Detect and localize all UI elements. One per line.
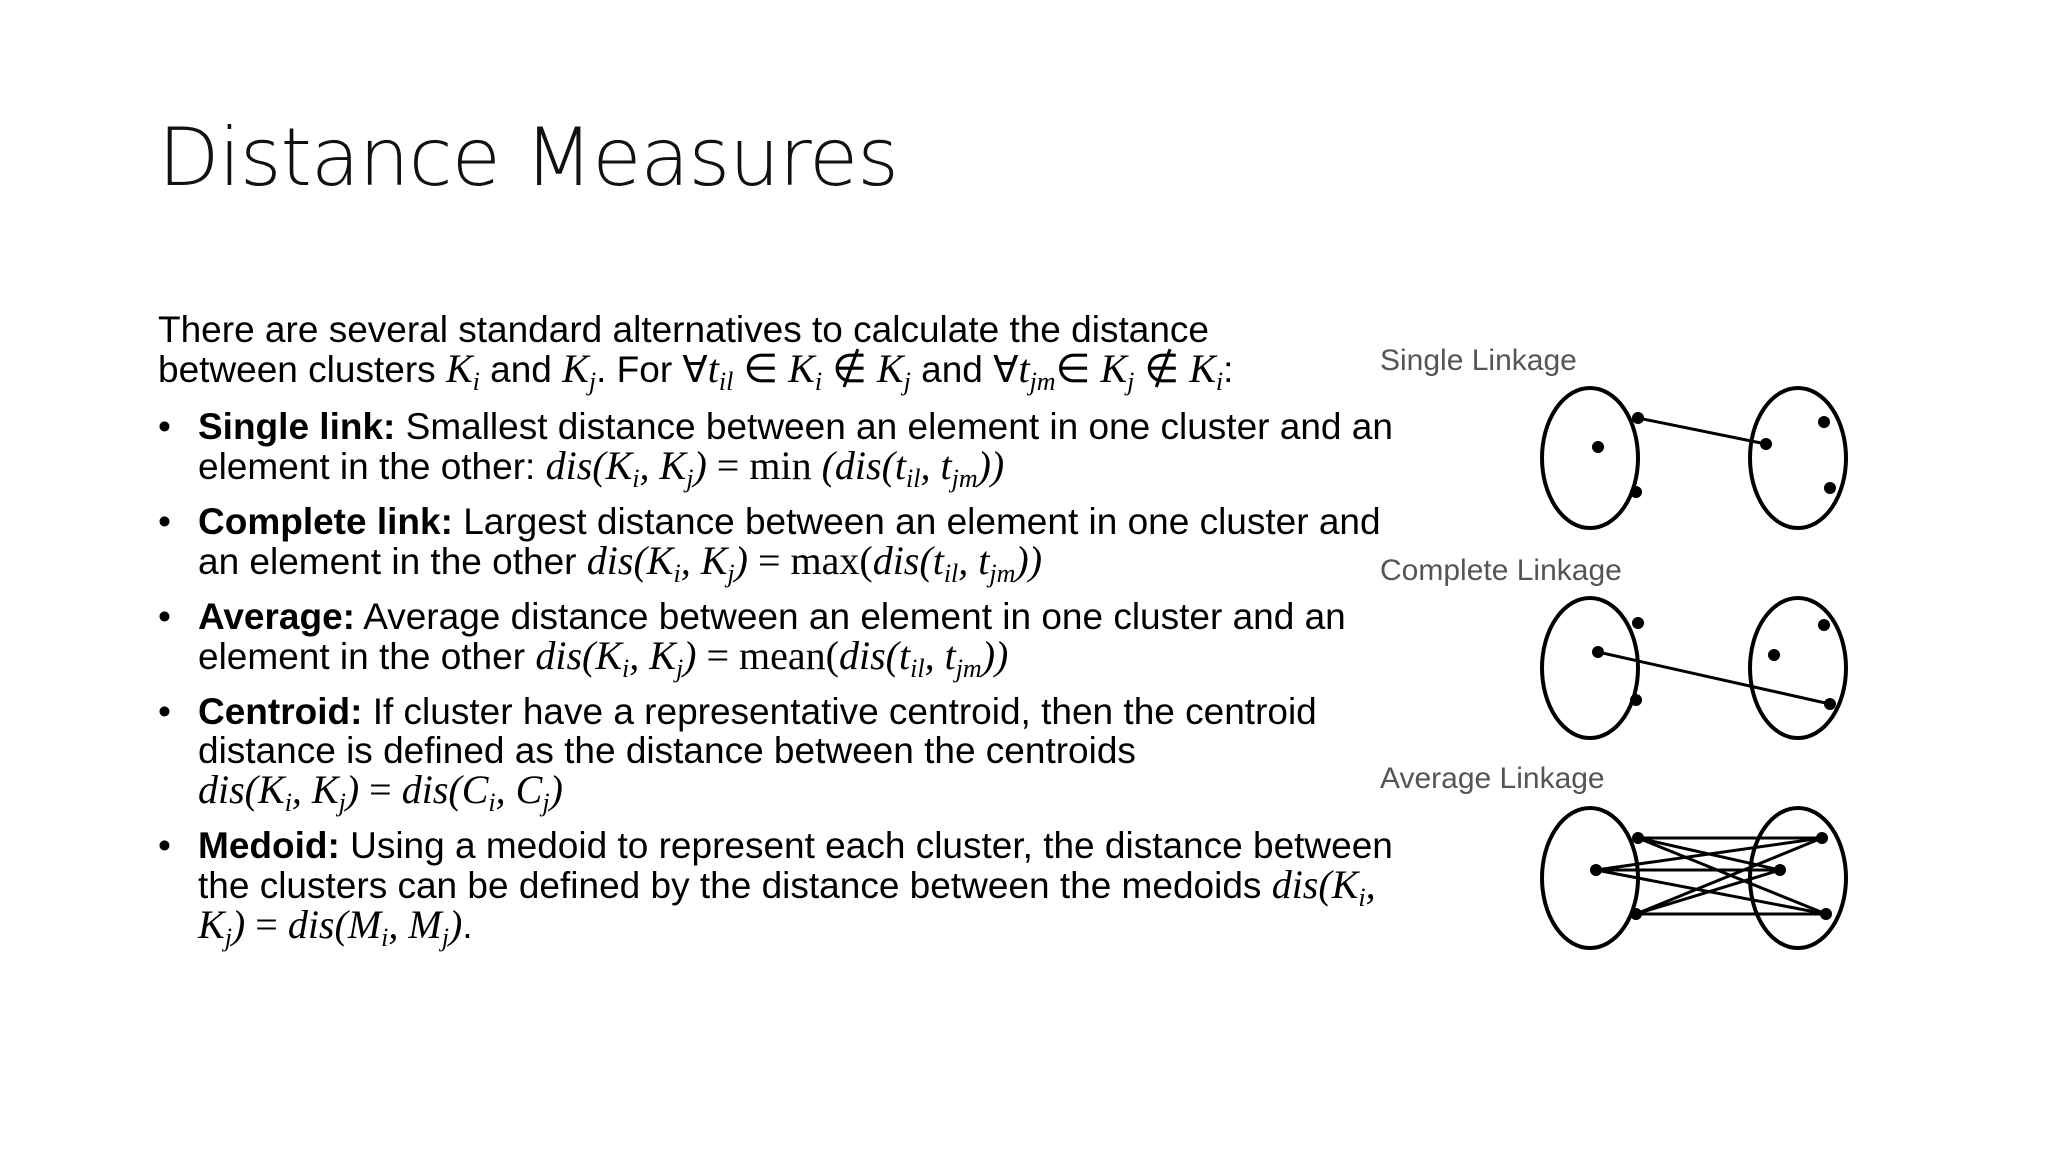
bullet-centroid: • Centroid: If cluster have a representative centroid, then the centroid distance is defined as the distance between the centroids $dis(K_i$, $K_j) = dis(C_i$, $C_j$) bbox=[158, 691, 1317, 817]
bullet-complete-link: • Complete link: Largest distance between an element in one cluster and an element in the other $dis(K_i$, $K_j) = \max(dis(t_{il}$, $t_{jm}$)) bbox=[158, 501, 1381, 588]
cluster-ellipse bbox=[1542, 598, 1638, 738]
intro-line-1: There are several standard alternatives to calculate the distance bbox=[158, 309, 1209, 350]
single-linkage-label: Single Linkage bbox=[1380, 344, 1577, 377]
bullet-dot: • bbox=[158, 501, 171, 542]
complete-linkage-label: Complete Linkage bbox=[1380, 554, 1622, 587]
single-linkage-points bbox=[1592, 412, 1836, 498]
bullet-medoid: • Medoid: Using a medoid to represent each cluster, the distance between the clusters can be defined by the distance between the medoids $dis(K_i$, $K_j) = dis(M_i$, $M_j$). bbox=[158, 825, 1393, 952]
bullet-list bbox=[158, 406, 1418, 952]
bullet-dot: • bbox=[158, 691, 171, 732]
cluster-ellipse bbox=[1542, 808, 1638, 948]
slide-body bbox=[158, 310, 1418, 961]
complete-linkage-graph bbox=[1542, 598, 1846, 738]
cluster-ellipse bbox=[1750, 808, 1846, 948]
bullet-average: • Average: Average distance between an element in one cluster and an element in the other $dis(K_i$, $K_j$) = $mean(dis(t_{il}$, $t_{jm}$)) bbox=[158, 596, 1346, 683]
cluster-ellipse bbox=[1750, 598, 1846, 738]
bullet-single-link: • Single link: Smallest distance between an element in one cluster and an element in the other: $dis(K_i$, $K_j) = \min (dis(t_{il}$, $t_{jm}$)) bbox=[158, 406, 1393, 493]
intro-paragraph: There are several standard alternatives to calculate the distance between clusters $K_i$ and $K_j$. For $\forall t_{il}$ ∈ $K_i$ ∉ $K_j$ and $\forall t_{jm}\in$ $K_j$ ∉ $K_i$: bbox=[158, 309, 1234, 396]
formula-centroid: $dis(K_i$, $K_j) = dis(C_i$, $C_j$) bbox=[198, 767, 563, 817]
link-line bbox=[1638, 418, 1766, 444]
formula-medoid: $dis(K_i$, $K_j) = dis(M_i$, $M_j$) bbox=[198, 862, 1376, 952]
linkage-diagram bbox=[1380, 340, 1880, 960]
average-linkage-label: Average Linkage bbox=[1380, 762, 1605, 795]
formula-single-link: $dis(K_i$, $K_j) = \min (dis(t_{il}$, $t_{jm}$)) bbox=[545, 443, 1005, 493]
formula-complete-link: $dis(K_i$, $K_j) = \max(dis(t_{il}$, $t_{jm}$)) bbox=[586, 538, 1043, 588]
link-lines bbox=[1596, 838, 1826, 914]
bullet-dot: • bbox=[158, 825, 171, 866]
slide-title: Distance Measures bbox=[158, 111, 898, 204]
cluster-ellipse bbox=[1750, 388, 1846, 528]
average-linkage-graph bbox=[1542, 808, 1846, 948]
single-linkage-graph bbox=[1542, 388, 1846, 528]
formula-average: $dis(K_i$, $K_j$) = $mean(dis(t_{il}$, $t_{jm}$)) bbox=[535, 633, 1009, 683]
cluster-ellipse bbox=[1542, 388, 1638, 528]
bullet-dot: • bbox=[158, 596, 171, 637]
bullet-dot: • bbox=[158, 406, 171, 447]
